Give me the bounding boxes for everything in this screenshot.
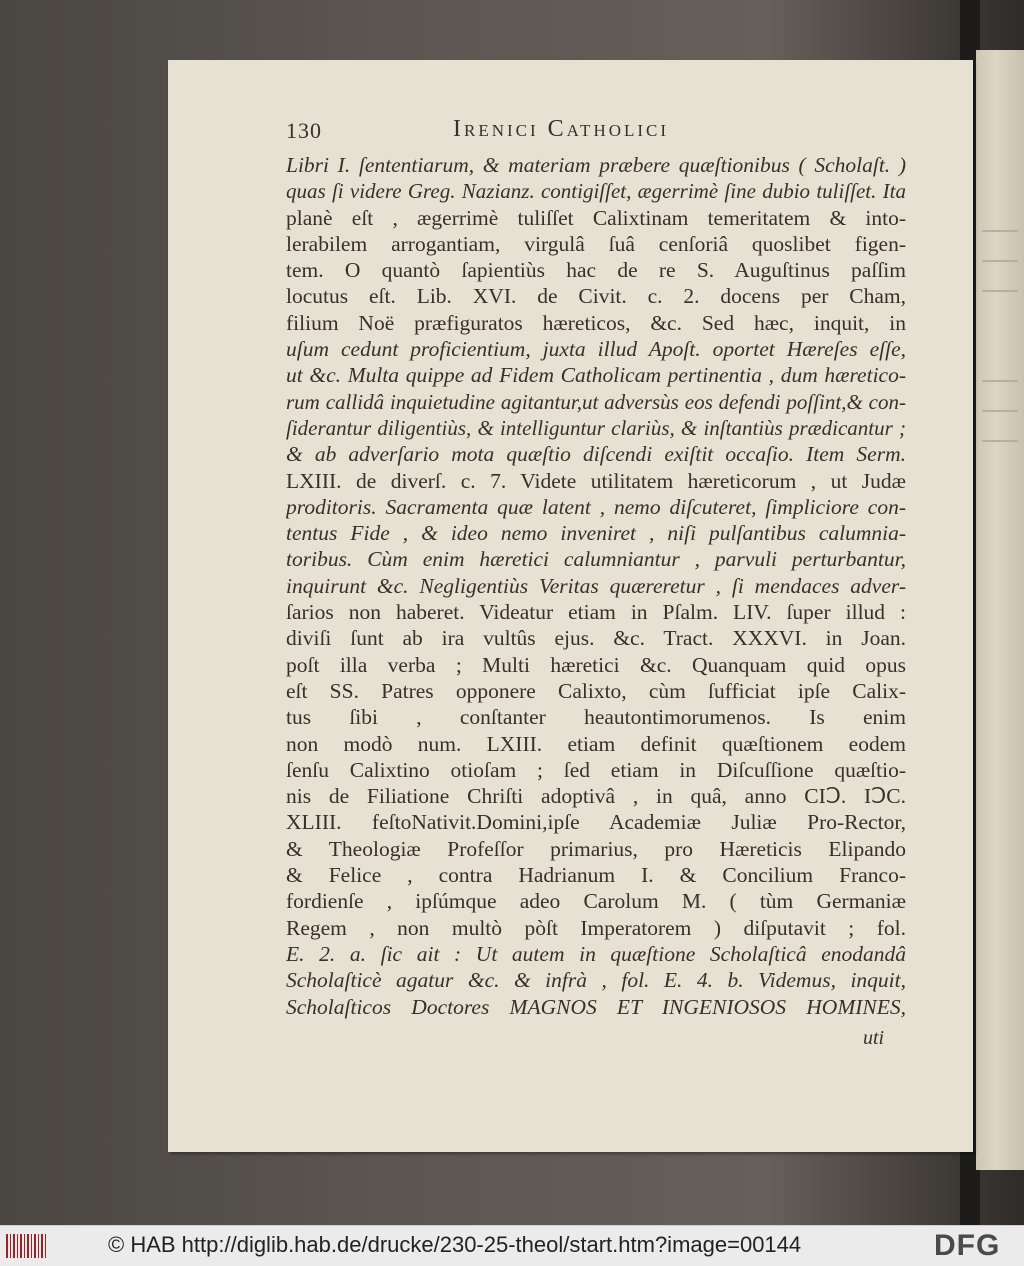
text-line: quas ſi videre Greg. Nazianz. contigiſſet, ægerrimè ſine dubio tuliſſet. Ita bbox=[286, 179, 906, 204]
text-line: filium Noë præfiguratos hæreticos, &c. Sed hæc, inquit, in bbox=[286, 310, 906, 335]
text-line: planè eſt , ægerrimè tuliſſet Calixtinam temeritatem & into- bbox=[286, 205, 906, 230]
page-number: 130 bbox=[286, 118, 322, 143]
text-line: toribus. Cùm enim hæretici calumniantur , parvuli perturbantur, bbox=[286, 547, 906, 572]
text-line: lerabilem arrogantiam, virgulâ ſuâ cenſoriâ quoslibet figen- bbox=[286, 231, 906, 256]
text-line: tem. O quantò ſapientiùs hac de re S. Auguſtinus paſſim bbox=[286, 258, 906, 283]
text-line: locutus eſt. Lib. XVI. de Civit. c. 2. docens per Cham, bbox=[286, 284, 906, 309]
text-line: uſum cedunt proficientium, juxta illud Apoſt. oportet Hæreſes eſſe, bbox=[286, 337, 906, 362]
adjacent-page-edge bbox=[976, 50, 1024, 1170]
text-line: eſt SS. Patres opponere Calixto, cùm ſufficiat ipſe Calix- bbox=[286, 678, 906, 703]
text-line: Libri I. ſententiarum, & materiam præbere quæſtionibus ( Scholaſt. ) bbox=[286, 153, 906, 177]
text-line: fordienſe , ipſúmque adeo Carolum M. ( tùm Germaniæ bbox=[286, 889, 906, 914]
text-line: tentus Fide , & ideo nemo inveniret , niſi pulſantibus calumnia- bbox=[286, 521, 906, 546]
text-line: diviſi ſunt ab ira vultûs ejus. &c. Tract. XXXVI. in Joan. bbox=[286, 626, 906, 651]
text-line: ſiderantur diligentiùs, & intelliguntur clariùs, & inſtantiùs prædicantur ; bbox=[286, 415, 906, 440]
text-line: ut &c. Multa quippe ad Fidem Catholicam pertinentia , dum hæretico- bbox=[286, 363, 906, 388]
text-line: Scholaſticos Doctores MAGNOS ET INGENIOSOS HOMINES, bbox=[286, 994, 906, 1019]
running-head: Irenici Catholici bbox=[453, 116, 670, 142]
text-line: ſenſu Calixtino otioſam ; ſed etiam in Diſcuſſione quæſtio- bbox=[286, 757, 906, 782]
text-line: Scholaſticè agatur &c. & infrà , fol. E. 4. b. Videmus, inquit, bbox=[286, 968, 906, 993]
hab-logo-icon bbox=[6, 1234, 48, 1258]
text-line: proditoris. Sacramenta quæ latent , nemo diſcuteret, ſimpliciore con- bbox=[286, 494, 906, 519]
text-line: & ab adverſario mota quæſtio diſcendi exiſtit occaſio. Item Serm. bbox=[286, 442, 906, 467]
text-line: Regem , non multò pòſt Imperatorem ) diſputavit ; fol. bbox=[286, 915, 906, 940]
text-line: tus ſibi , conſtanter heautontimorumenos. Is enim bbox=[286, 705, 906, 730]
source-citation-link[interactable]: © HAB http://diglib.hab.de/drucke/230-25-theol/start.htm?image=00144 bbox=[108, 1232, 802, 1257]
text-line: ſarios non haberet. Videatur etiam in Pſalm. LIV. ſuper illud : bbox=[286, 600, 906, 625]
book-page bbox=[168, 60, 973, 1152]
body-text bbox=[286, 152, 906, 1020]
dfg-logo: DFG bbox=[934, 1229, 1001, 1262]
text-line: inquirunt &c. Negligentiùs Veritas quæreretur , ſi mendaces adver- bbox=[286, 573, 906, 598]
text-line: LXIII. de diverſ. c. 7. Videte utilitatem hæreticorum , ut Judæ bbox=[286, 468, 906, 493]
viewer-footer bbox=[0, 1225, 1024, 1266]
text-line: poſt illa verba ; Multi hæretici &c. Quanquam quid opus bbox=[286, 652, 906, 677]
catchword: uti bbox=[863, 1027, 885, 1049]
text-line: E. 2. a. ſic ait : Ut autem in quæſtione Scholaſticâ enodandâ bbox=[286, 941, 906, 966]
text-line: & Felice , contra Hadrianum I. & Concilium Franco- bbox=[286, 863, 906, 888]
text-line: & Theologiæ Profeſſor primarius, pro Hæreticis Elipando bbox=[286, 836, 906, 861]
text-line: XLIII. feſtoNativit.Domini,ipſe Academiæ Juliæ Pro-Rector, bbox=[286, 810, 906, 835]
text-line: nis de Filiatione Chriſti adoptivâ , in quâ, anno CIↃ. IↃC. bbox=[286, 784, 906, 809]
text-line: rum callidâ inquietudine agitantur,ut adversùs eos defendi poſſint,& con- bbox=[286, 389, 906, 414]
text-line: non modò num. LXIII. etiam definit quæſtionem eodem bbox=[286, 731, 906, 756]
